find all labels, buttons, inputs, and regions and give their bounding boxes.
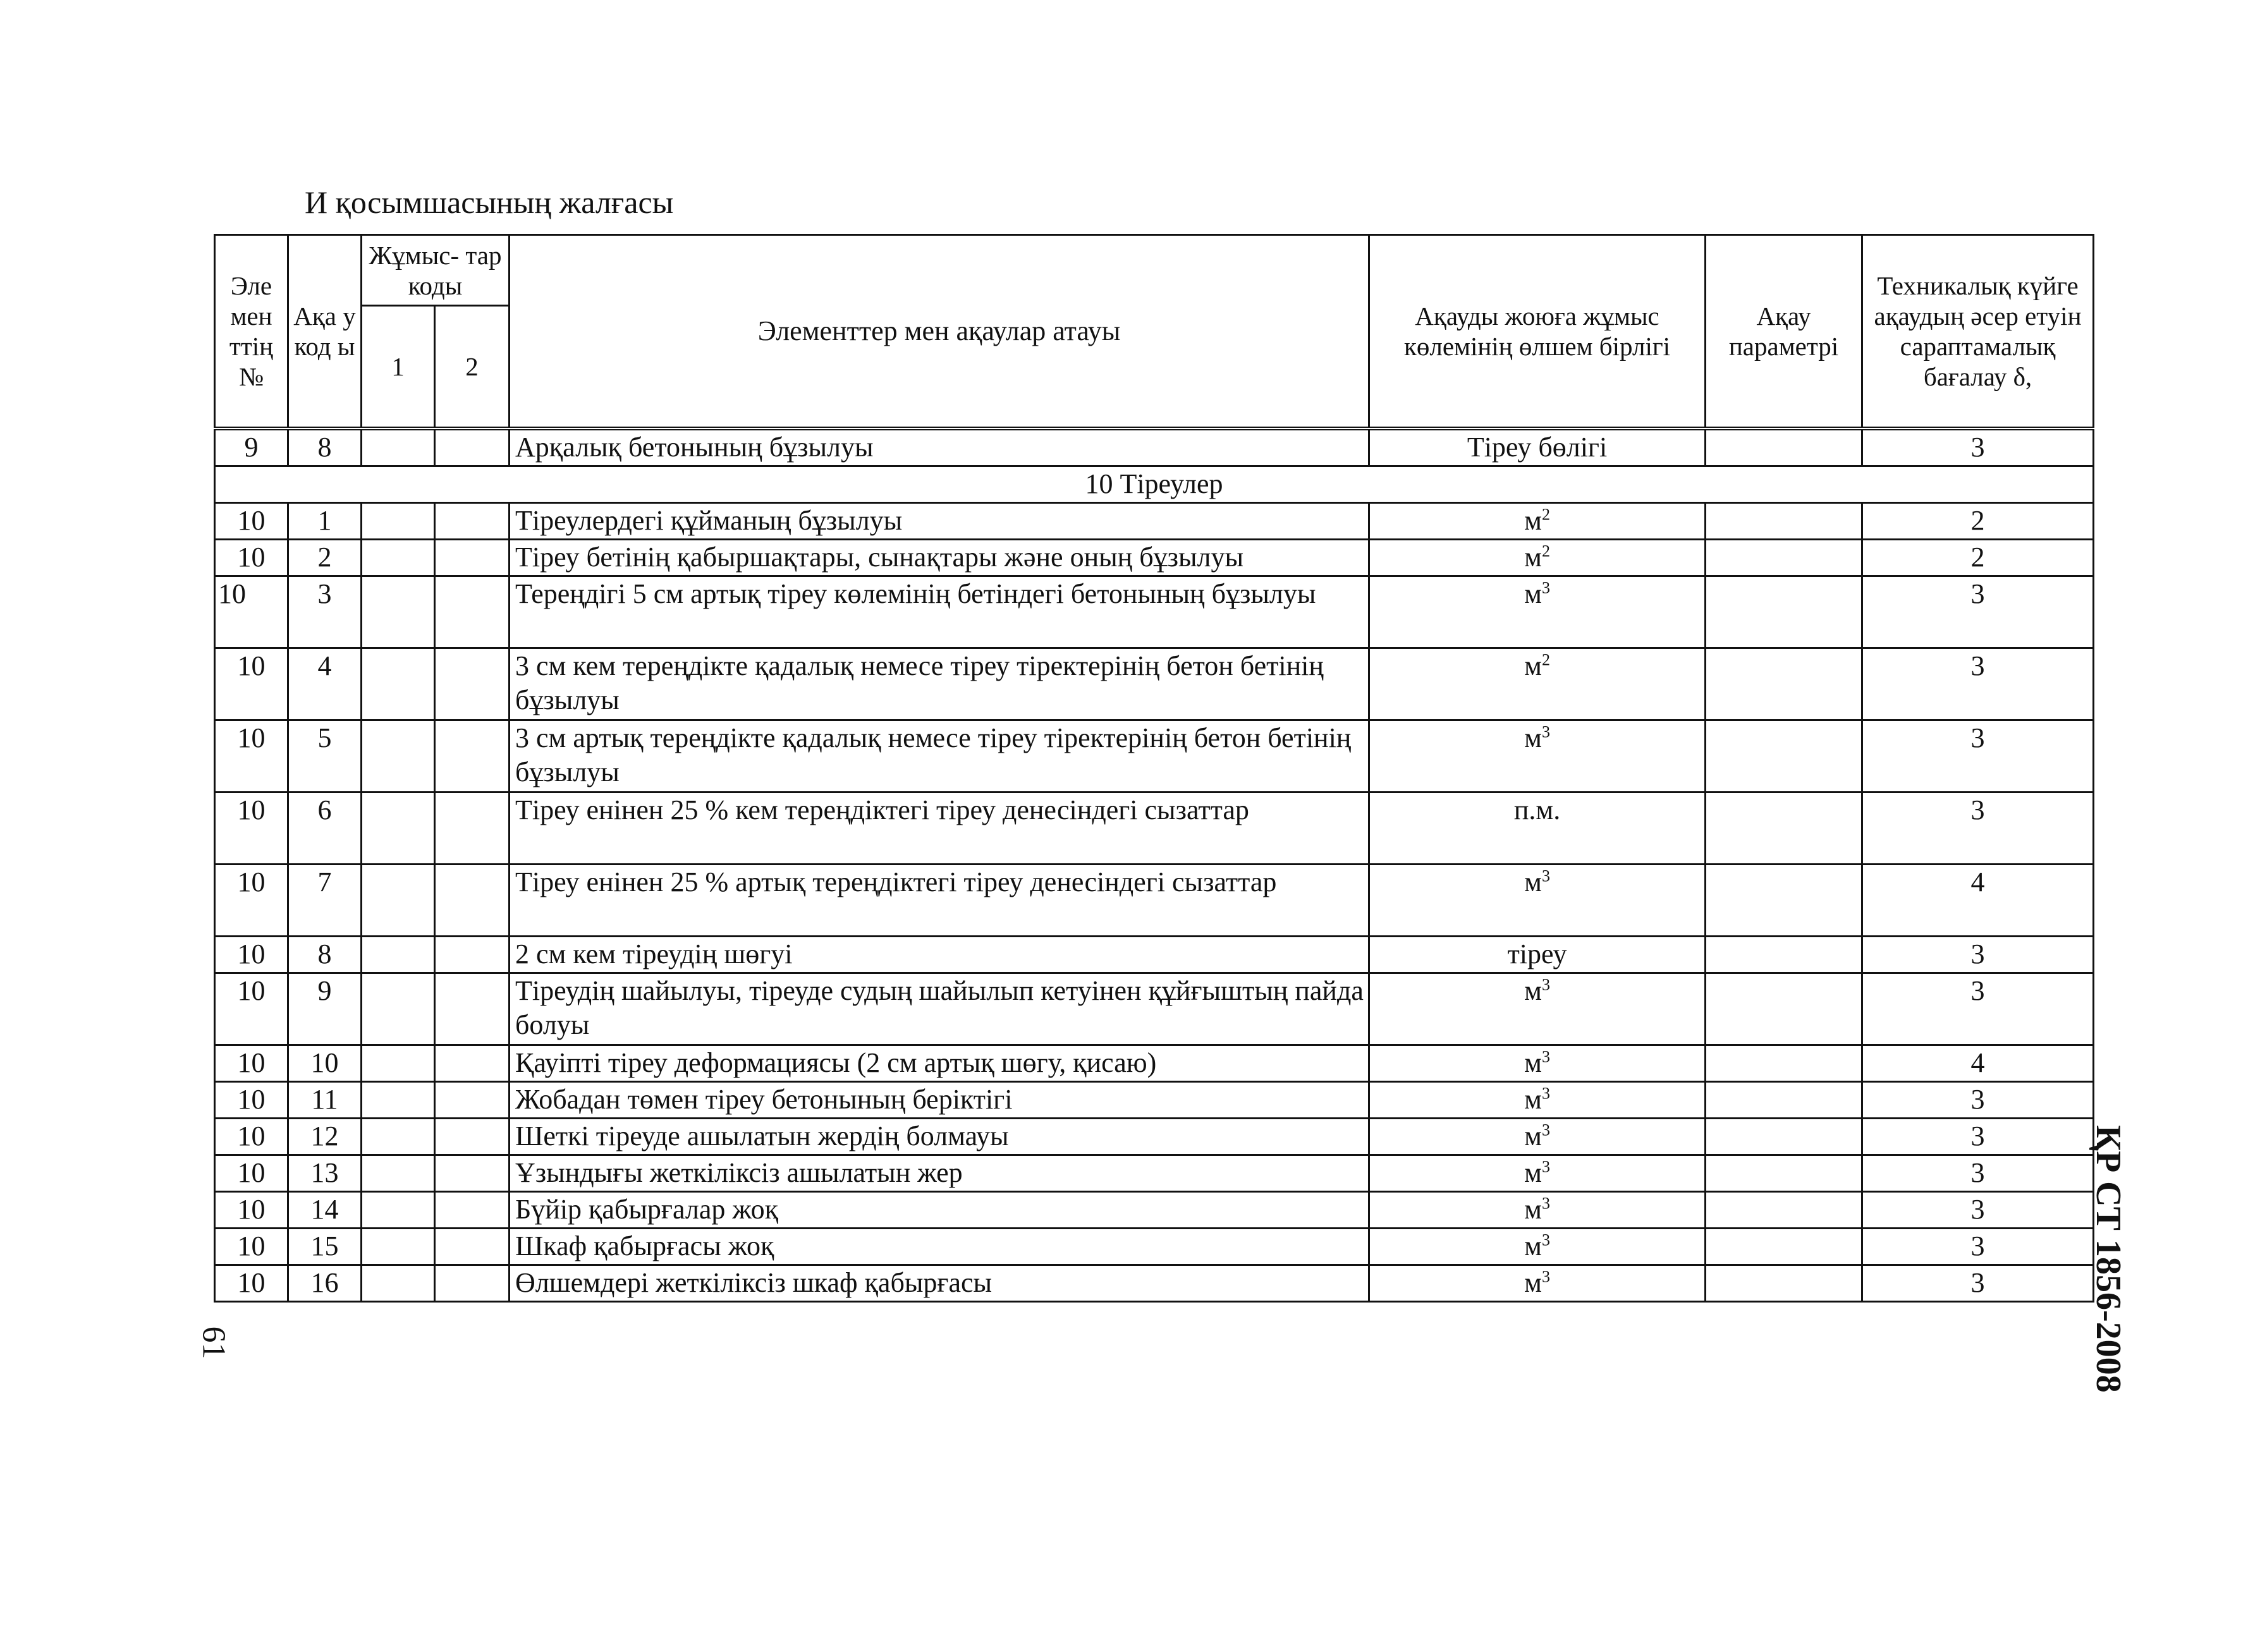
cell-work-code-1 — [362, 502, 435, 539]
cell-parameter — [1706, 539, 1862, 576]
cell-unit — [1369, 720, 1706, 792]
cell-work-code-2 — [435, 1081, 510, 1118]
cell-assessment: 3 — [1862, 648, 2094, 720]
cell-name: Арқалық бетонының бұзылуы — [510, 428, 1369, 466]
cell-work-code-1 — [362, 1118, 435, 1155]
cell-assessment: 3 — [1862, 1081, 2094, 1118]
cell-parameter — [1706, 428, 1862, 466]
table-row — [215, 792, 2094, 864]
cell-element-no: 10 — [215, 1081, 288, 1118]
cell-work-code-2 — [435, 1265, 510, 1301]
unit-exponent: 3 — [1541, 722, 1550, 741]
cell-parameter — [1706, 576, 1862, 648]
cell-unit — [1369, 576, 1706, 648]
unit-exponent: 3 — [1541, 1267, 1550, 1286]
cell-element-no: 10 — [215, 864, 288, 936]
table-row — [215, 864, 2094, 936]
table-row — [215, 973, 2094, 1045]
cell-defect-code: 8 — [288, 936, 362, 973]
cell-element-no: 10 — [215, 502, 288, 539]
cell-parameter — [1706, 720, 1862, 792]
cell-unit — [1369, 1191, 1706, 1228]
cell-parameter — [1706, 1228, 1862, 1265]
header-work-code-1: 1 — [362, 306, 435, 428]
cell-parameter — [1706, 1118, 1862, 1155]
table-row — [215, 1191, 2094, 1228]
table-row — [215, 936, 2094, 973]
cell-parameter — [1706, 864, 1862, 936]
cell-unit — [1369, 1081, 1706, 1118]
cell-defect-code: 10 — [288, 1045, 362, 1081]
cell-name: Тіреу енінен 25 % кем тереңдіктегі тіреу денесіндегі сызаттар — [510, 792, 1369, 864]
cell-parameter — [1706, 936, 1862, 973]
table-row — [215, 576, 2094, 648]
cell-element-no: 10 — [215, 1155, 288, 1191]
cell-unit — [1369, 1265, 1706, 1301]
cell-unit — [1369, 502, 1706, 539]
cell-work-code-1 — [362, 1191, 435, 1228]
cell-work-code-1 — [362, 973, 435, 1045]
unit-text: м — [1524, 1267, 1542, 1298]
cell-assessment: 3 — [1862, 1191, 2094, 1228]
cell-unit — [1369, 973, 1706, 1045]
cell-assessment: 2 — [1862, 539, 2094, 576]
cell-defect-code: 9 — [288, 973, 362, 1045]
cell-work-code-2 — [435, 1228, 510, 1265]
cell-defect-code: 3 — [288, 576, 362, 648]
cell-element-no: 9 — [215, 428, 288, 466]
header-unit: Ақауды жоюға жұмыс көлемінің өлшем бірлігі — [1369, 235, 1706, 428]
cell-work-code-2 — [435, 1155, 510, 1191]
cell-unit — [1369, 648, 1706, 720]
cell-unit — [1369, 864, 1706, 936]
table-row — [215, 502, 2094, 539]
cell-parameter — [1706, 648, 1862, 720]
cell-element-no: 10 — [215, 648, 288, 720]
unit-text: м — [1524, 722, 1542, 753]
cell-work-code-1 — [362, 539, 435, 576]
header-defect-code: Ақа у код ы — [288, 235, 362, 428]
cell-work-code-2 — [435, 1118, 510, 1155]
cell-assessment: 3 — [1862, 973, 2094, 1045]
cell-work-code-1 — [362, 1228, 435, 1265]
cell-work-code-1 — [362, 720, 435, 792]
cell-name: Бүйір қабырғалар жоқ — [510, 1191, 1369, 1228]
cell-element-no: 10 — [215, 936, 288, 973]
cell-assessment: 2 — [1862, 502, 2094, 539]
cell-work-code-2 — [435, 936, 510, 973]
cell-defect-code: 2 — [288, 539, 362, 576]
table-row — [215, 1155, 2094, 1191]
unit-text: м — [1524, 505, 1542, 536]
unit-text: м — [1524, 650, 1542, 681]
cell-work-code-1 — [362, 1045, 435, 1081]
cell-work-code-2 — [435, 1045, 510, 1081]
unit-exponent: 3 — [1541, 975, 1550, 993]
cell-parameter — [1706, 502, 1862, 539]
unit-text: м — [1524, 866, 1542, 897]
cell-name: 3 см кем тереңдікте қадалық немесе тіреу тіректерінің бетон бетінің бұзылуы — [510, 648, 1369, 720]
cell-element-no: 10 — [215, 1265, 288, 1301]
unit-exponent: 3 — [1541, 1047, 1550, 1066]
cell-defect-code: 6 — [288, 792, 362, 864]
header-name: Элементтер мен ақаулар атауы — [510, 235, 1369, 428]
cell-defect-code: 14 — [288, 1191, 362, 1228]
cell-assessment: 3 — [1862, 720, 2094, 792]
header-work-codes: Жұмыс- тар коды — [362, 235, 510, 306]
cell-parameter — [1706, 973, 1862, 1045]
cell-work-code-2 — [435, 720, 510, 792]
unit-exponent: 3 — [1541, 1157, 1550, 1176]
cell-unit — [1369, 1228, 1706, 1265]
cell-unit — [1369, 1118, 1706, 1155]
unit-text: м — [1524, 1194, 1542, 1225]
cell-assessment: 4 — [1862, 1045, 2094, 1081]
cell-element-no: 10 — [215, 973, 288, 1045]
unit-exponent: 2 — [1541, 505, 1550, 524]
cell-defect-code: 16 — [288, 1265, 362, 1301]
cell-unit — [1369, 792, 1706, 864]
cell-unit: Тіреу бөлігі — [1369, 428, 1706, 466]
cell-element-no: 10 — [215, 1118, 288, 1155]
cell-defect-code: 15 — [288, 1228, 362, 1265]
table-row — [215, 1265, 2094, 1301]
cell-defect-code: 12 — [288, 1118, 362, 1155]
cell-defect-code: 11 — [288, 1081, 362, 1118]
table-row — [215, 539, 2094, 576]
standard-code: ҚР СТ 1856-2008 — [2089, 1125, 2128, 1393]
cell-name: Тереңдігі 5 см артық тіреу көлемінің бетіндегі бетонының бұзылуы — [510, 576, 1369, 648]
cell-parameter — [1706, 1045, 1862, 1081]
cell-name: Тіреудің шайылуы, тіреуде судың шайылып кетуінен құйғыштың пайда болуы — [510, 973, 1369, 1045]
cell-parameter — [1706, 1191, 1862, 1228]
cell-element-no: 10 — [215, 539, 288, 576]
header-element-no: Эле мен ттің № — [215, 235, 288, 428]
cell-work-code-2 — [435, 428, 510, 466]
header-work-code-2: 2 — [435, 306, 510, 428]
cell-work-code-1 — [362, 428, 435, 466]
cell-defect-code: 4 — [288, 648, 362, 720]
cell-work-code-1 — [362, 576, 435, 648]
page-number: 61 — [195, 1326, 232, 1359]
section-title: 10 Тіреулер — [215, 466, 2094, 502]
cell-work-code-2 — [435, 502, 510, 539]
table-row — [215, 1118, 2094, 1155]
cell-name: Тіреулердегі құйманың бұзылуы — [510, 502, 1369, 539]
cell-assessment: 4 — [1862, 864, 2094, 936]
cell-name: Тіреу енінен 25 % артық тереңдіктегі тіреу денесіндегі сызаттар — [510, 864, 1369, 936]
cell-name: 2 см кем тіреудің шөгуі — [510, 936, 1369, 973]
cell-element-no: 10 — [215, 576, 288, 648]
cell-assessment: 3 — [1862, 1228, 2094, 1265]
cell-element-no: 10 — [215, 792, 288, 864]
cell-work-code-2 — [435, 576, 510, 648]
cell-work-code-1 — [362, 648, 435, 720]
cell-work-code-1 — [362, 792, 435, 864]
cell-element-no: 10 — [215, 1191, 288, 1228]
unit-exponent: 2 — [1541, 650, 1550, 669]
cell-name: Ұзындығы жеткіліксіз ашылатын жер — [510, 1155, 1369, 1191]
unit-text: м — [1524, 1084, 1542, 1115]
unit-exponent: 3 — [1541, 1194, 1550, 1213]
cell-unit — [1369, 1045, 1706, 1081]
cell-parameter — [1706, 1081, 1862, 1118]
unit-exponent: 3 — [1541, 866, 1550, 885]
cell-defect-code: 13 — [288, 1155, 362, 1191]
cell-element-no: 10 — [215, 720, 288, 792]
cell-parameter — [1706, 792, 1862, 864]
table-row — [215, 1228, 2094, 1265]
cell-work-code-2 — [435, 648, 510, 720]
cell-name: Өлшемдері жеткіліксіз шкаф қабырғасы — [510, 1265, 1369, 1301]
cell-work-code-2 — [435, 1191, 510, 1228]
unit-text: м — [1524, 1157, 1542, 1188]
unit-text: м — [1524, 542, 1542, 573]
unit-text: м — [1524, 578, 1542, 609]
cell-defect-code: 1 — [288, 502, 362, 539]
cell-unit — [1369, 1155, 1706, 1191]
unit-exponent: 3 — [1541, 1121, 1550, 1139]
cell-element-no: 10 — [215, 1228, 288, 1265]
section-row — [215, 466, 2094, 502]
unit-text: тіреу — [1507, 938, 1567, 969]
cell-defect-code: 5 — [288, 720, 362, 792]
cell-element-no: 10 — [215, 1045, 288, 1081]
cell-assessment: 3 — [1862, 1155, 2094, 1191]
defects-table — [214, 234, 2094, 1303]
cell-assessment: 3 — [1862, 428, 2094, 466]
unit-text: м — [1524, 1121, 1542, 1151]
cell-assessment: 3 — [1862, 1265, 2094, 1301]
cell-parameter — [1706, 1265, 1862, 1301]
unit-text: м — [1524, 1230, 1542, 1261]
unit-exponent: 2 — [1541, 542, 1550, 561]
cell-work-code-1 — [362, 936, 435, 973]
unit-text: м — [1524, 975, 1542, 1006]
cell-name: Қауіпті тіреу деформациясы (2 см артық шөгу, қисаю) — [510, 1045, 1369, 1081]
cell-work-code-2 — [435, 973, 510, 1045]
cell-defect-code: 7 — [288, 864, 362, 936]
cell-parameter — [1706, 1155, 1862, 1191]
table-row — [215, 1081, 2094, 1118]
table-row — [215, 648, 2094, 720]
cell-work-code-2 — [435, 864, 510, 936]
cell-work-code-2 — [435, 792, 510, 864]
unit-text: п.м. — [1513, 794, 1561, 825]
cell-work-code-1 — [362, 1081, 435, 1118]
cell-work-code-1 — [362, 864, 435, 936]
cell-defect-code: 8 — [288, 428, 362, 466]
cell-name: 3 см артық тереңдікте қадалық немесе тіреу тіректерінің бетон бетінің бұзылуы — [510, 720, 1369, 792]
table-caption: И қосымшасының жалғасы — [305, 185, 674, 220]
cell-assessment: 3 — [1862, 1118, 2094, 1155]
cell-assessment: 3 — [1862, 792, 2094, 864]
header-parameter: Ақау параметрі — [1706, 235, 1862, 428]
table-row — [215, 1045, 2094, 1081]
cell-unit — [1369, 936, 1706, 973]
cell-name: Шкаф қабырғасы жоқ — [510, 1228, 1369, 1265]
cell-work-code-1 — [362, 1155, 435, 1191]
cell-assessment: 3 — [1862, 576, 2094, 648]
cell-unit — [1369, 539, 1706, 576]
table-body — [215, 428, 2094, 1302]
table-row — [215, 428, 2094, 466]
cell-assessment: 3 — [1862, 936, 2094, 973]
unit-exponent: 3 — [1541, 578, 1550, 597]
cell-name: Жобадан төмен тіреу бетонының беріктігі — [510, 1081, 1369, 1118]
unit-exponent: 3 — [1541, 1084, 1550, 1103]
cell-work-code-1 — [362, 1265, 435, 1301]
unit-text: м — [1524, 1047, 1542, 1078]
cell-name: Тіреу бетінің қабыршақтары, сынақтары және оның бұзылуы — [510, 539, 1369, 576]
cell-name: Шеткі тіреуде ашылатын жердің болмауы — [510, 1118, 1369, 1155]
table-row — [215, 720, 2094, 792]
cell-work-code-2 — [435, 539, 510, 576]
unit-exponent: 3 — [1541, 1230, 1550, 1249]
header-assessment: Техникалық күйге ақаудың әсер етуін сараптамалық бағалау δ, — [1862, 235, 2094, 428]
